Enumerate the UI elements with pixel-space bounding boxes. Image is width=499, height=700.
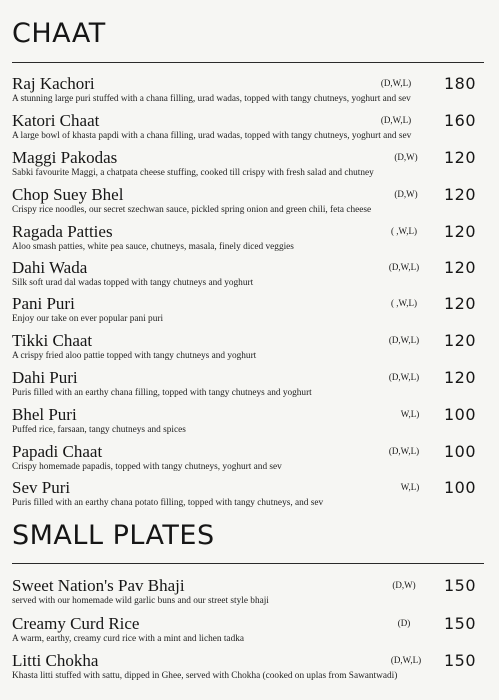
menu-item-pani-puri [12,294,484,330]
menu-item-ragada-patties [12,222,484,258]
item-price: 180 [443,74,476,93]
menu-item-katori-chaat [12,111,484,147]
menu-item-maggi-pakodas [12,148,484,184]
item-price: 120 [443,148,476,167]
item-name: Litti Chokha [12,651,99,670]
menu-item-bhel-puri [12,405,484,441]
item-tags: ( ,W,L) [391,226,417,236]
item-price: 120 [443,331,476,350]
item-price: 120 [443,185,476,204]
section-title-small-plates: SMALL PLATES [12,520,215,551]
item-price: 120 [443,294,476,313]
item-tags: W,L) [400,409,420,419]
item-price: 150 [443,576,476,595]
item-description: Aloo smash patties, white pea sauce, chutneys, masala, finely diced veggies [12,242,294,252]
menu-item-litti-chokha [12,651,484,687]
item-tags: W,L) [400,482,420,492]
item-name: Tikki Chaat [12,331,93,350]
menu-item-dahi-wada [12,258,484,294]
item-description: Silk soft urad dal wadas topped with tangy chutneys and yoghurt [12,278,254,288]
menu-item-creamy-curd-rice [12,614,484,650]
item-price: 100 [443,442,476,461]
item-price: 100 [443,478,476,497]
item-description: Puris filled with an earthy chana filling, topped with tangy chutneys and yoghurt [12,388,312,398]
menu-item-chop-suey-bhel [12,185,484,221]
item-name: Dahi Puri [12,368,78,387]
menu-item-papadi-chaat [12,442,484,478]
item-price: 100 [443,405,476,424]
section-divider [12,62,484,63]
item-price: 160 [443,111,476,130]
item-name: Dahi Wada [12,258,88,277]
item-name: Chop Suey Bhel [12,185,124,204]
item-price: 150 [443,614,476,633]
item-tags: (D,W,L) [388,335,420,345]
item-tags: (D,W,L) [388,262,420,272]
item-description: Khasta litti stuffed with sattu, dipped in Ghee, served with Chokha (cooked on uplas from Sawantwadi) [12,671,398,681]
item-name: Papadi Chaat [12,442,103,461]
item-name: Katori Chaat [12,111,100,130]
item-description: A crispy fried aloo pattie topped with tangy chutneys and yoghurt [12,351,257,361]
item-tags: ( ,W,L) [391,298,417,308]
item-price: 120 [443,222,476,241]
item-tags: (D,W,L) [390,655,422,665]
item-description: Enjoy our take on ever popular pani puri [12,314,164,324]
item-tags: (D,W,L) [388,446,420,456]
item-name: Maggi Pakodas [12,148,118,167]
item-tags: (D,W) [394,152,418,162]
item-description: Crispy rice noodles, our secret szechwan sauce, pickled spring onion and green chili, feta cheese [12,205,372,215]
item-name: Bhel Puri [12,405,77,424]
item-tags: (D) [397,618,411,628]
item-tags: (D,W,L) [380,78,412,88]
item-name: Raj Kachori [12,74,95,93]
item-tags: (D,W) [394,189,418,199]
item-description: Puris filled with an earthy chana potato filling, topped with tangy chutneys, and sev [12,498,324,508]
item-description: Sabki favourite Maggi, a chatpata cheese stuffing, cooked till crispy with fresh salad and chutney [12,168,374,178]
item-name: Sev Puri [12,478,71,497]
item-description: A large bowl of khasta papdi with a chana filling, urad wadas, topped with tangy chutneys, yoghurt and sev [12,131,412,141]
menu-item-pav-bhaji [12,576,484,612]
item-name: Sweet Nation's Pav Bhaji [12,576,185,595]
item-price: 150 [443,651,476,670]
item-name: Creamy Curd Rice [12,614,140,633]
section-divider [12,563,484,564]
item-description: Crispy homemade papadis, topped with tangy chutneys, yoghurt and sev [12,462,282,472]
menu-item-raj-kachori [12,74,484,110]
menu-item-sev-puri [12,478,484,514]
item-tags: (D,W) [392,580,416,590]
item-tags: (D,W,L) [380,115,412,125]
item-description: A warm, earthy, creamy curd rice with a mint and lichen tadka [12,634,244,644]
item-name: Pani Puri [12,294,75,313]
menu-item-dahi-puri [12,368,484,404]
menu-item-tikki-chaat [12,331,484,367]
item-price: 120 [443,258,476,277]
item-description: A stunning large puri stuffed with a chana filling, urad wadas, topped with tangy chutneys, yoghurt and sev [12,94,411,104]
item-name: Ragada Patties [12,222,113,241]
section-title-chaat: CHAAT [12,18,106,49]
item-tags: (D,W,L) [388,372,420,382]
item-price: 120 [443,368,476,387]
item-description: served with our homemade wild garlic buns and our street style bhaji [12,596,269,606]
item-description: Puffed rice, farsaan, tangy chutneys and spices [12,425,186,435]
